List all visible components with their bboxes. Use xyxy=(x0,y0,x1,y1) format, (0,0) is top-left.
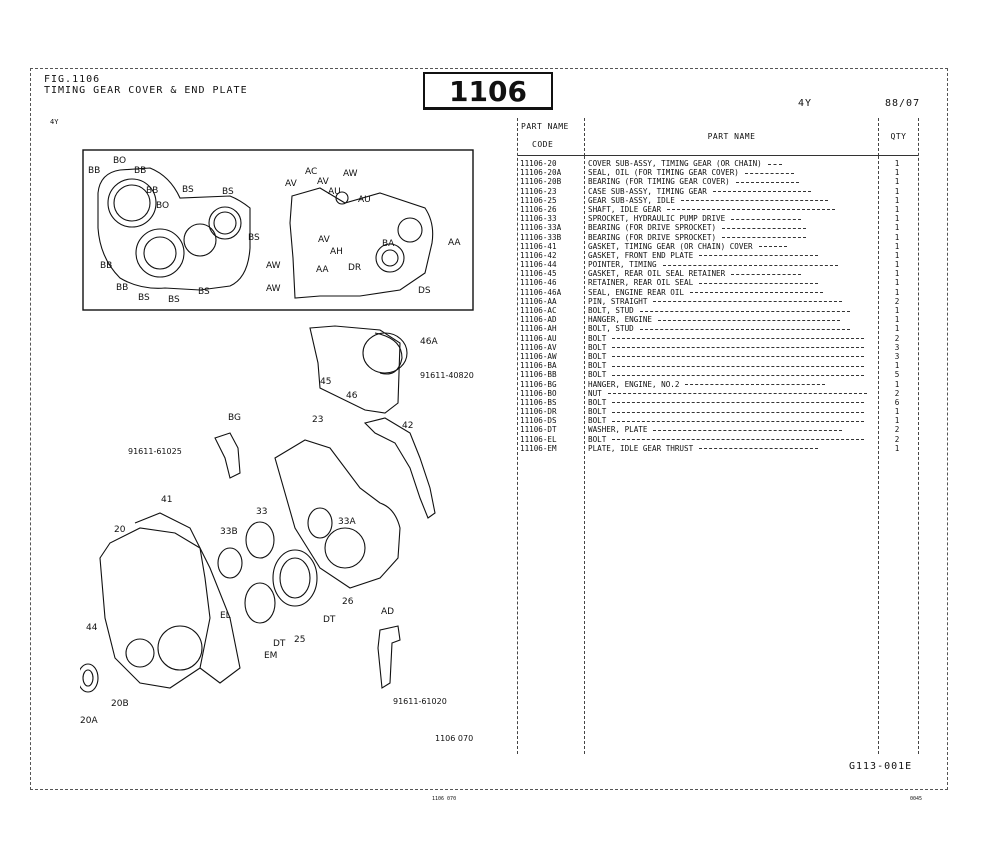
svg-text:91611-40820: 91611-40820 xyxy=(420,371,474,380)
part-qty: 1 xyxy=(894,168,900,178)
svg-text:BS: BS xyxy=(168,295,180,305)
table-row xyxy=(518,343,918,352)
part-code: 11106-DS xyxy=(520,416,557,426)
part-qty: 1 xyxy=(894,443,900,453)
part-name: BOLT xyxy=(588,361,876,370)
svg-text:20A: 20A xyxy=(80,716,98,726)
figure-number: FIG.1106 xyxy=(44,74,101,85)
part-qty: 1 xyxy=(894,214,900,224)
part-code: 11106-20A xyxy=(520,168,562,178)
svg-text:33: 33 xyxy=(256,507,268,517)
part-code: 11106-AV xyxy=(520,342,557,352)
part-qty: 1 xyxy=(894,269,900,279)
part-qty: 2 xyxy=(894,296,900,306)
part-name: BOLT xyxy=(588,370,876,379)
svg-text:91611-61025: 91611-61025 xyxy=(128,447,182,456)
svg-text:BS: BS xyxy=(138,293,150,303)
part-qty: 2 xyxy=(894,425,900,435)
part-code: 11106-45 xyxy=(520,269,557,279)
part-name: COVER SUB-ASSY, TIMING GEAR (OR CHAIN) xyxy=(588,159,876,168)
part-code: 11106-20 xyxy=(520,159,557,168)
part-qty: 1 xyxy=(894,159,900,168)
svg-text:BO: BO xyxy=(113,156,127,166)
part-code: 11106-44 xyxy=(520,260,557,270)
table-row xyxy=(518,168,918,177)
part-code: 11106-25 xyxy=(520,195,557,205)
part-code: 11106-33A xyxy=(520,223,562,233)
part-name: GEAR SUB-ASSY, IDLE xyxy=(588,196,876,205)
table-row xyxy=(518,269,918,278)
part-name: CASE SUB-ASSY, TIMING GEAR xyxy=(588,187,876,196)
table-row xyxy=(518,398,918,407)
part-name: GASKET, REAR OIL SEAL RETAINER xyxy=(588,269,876,278)
table-row xyxy=(518,389,918,398)
part-qty: 2 xyxy=(894,388,900,398)
front-end-plate-gasket xyxy=(365,418,435,518)
figure-title xyxy=(44,74,248,96)
idle-gear xyxy=(218,508,332,623)
part-qty: 2 xyxy=(894,434,900,444)
parts-rows xyxy=(518,159,918,453)
svg-text:AA: AA xyxy=(316,265,329,275)
engine-model-small: 4Y xyxy=(50,118,59,126)
part-name: SPROCKET, HYDRAULIC PUMP DRIVE xyxy=(588,214,876,223)
svg-text:AA: AA xyxy=(448,238,461,248)
part-code: 11106-BA xyxy=(520,361,557,371)
part-code: 11106-AA xyxy=(520,296,557,306)
footer-drawing-number: 1106 070 xyxy=(432,796,457,802)
svg-text:25: 25 xyxy=(294,635,306,645)
svg-text:DR: DR xyxy=(348,263,362,273)
svg-text:AU: AU xyxy=(358,195,371,205)
part-qty: 1 xyxy=(894,177,900,187)
footer-page-code: 0045 xyxy=(910,796,923,802)
part-code: 11106-BG xyxy=(520,379,557,389)
svg-text:DT: DT xyxy=(323,615,336,625)
part-qty: 1 xyxy=(894,260,900,270)
svg-text:AV: AV xyxy=(285,179,297,189)
svg-text:BB: BB xyxy=(100,261,113,271)
svg-text:EM: EM xyxy=(264,651,278,661)
timing-gear-case xyxy=(275,440,400,588)
part-code: 11106-42 xyxy=(520,250,557,260)
exploded-diagram xyxy=(80,148,520,748)
part-qty: 1 xyxy=(894,379,900,389)
table-row xyxy=(518,361,918,370)
part-code: 11106-AC xyxy=(520,306,557,315)
part-code: 11106-23 xyxy=(520,186,557,196)
part-qty: 1 xyxy=(894,287,900,297)
svg-text:44: 44 xyxy=(86,623,98,633)
part-qty: 3 xyxy=(894,351,900,361)
part-name: PLATE, IDLE GEAR THRUST xyxy=(588,444,876,453)
table-row xyxy=(518,297,918,306)
svg-text:BS: BS xyxy=(198,287,210,297)
svg-text:33B: 33B xyxy=(220,527,238,537)
part-qty: 6 xyxy=(894,397,900,407)
part-name: BOLT, STUD xyxy=(588,306,876,315)
table-row xyxy=(518,306,918,315)
part-name: BOLT xyxy=(588,407,876,416)
svg-text:AV: AV xyxy=(317,177,329,187)
table-row xyxy=(518,177,918,186)
part-name: BOLT xyxy=(588,352,876,361)
part-name: BOLT xyxy=(588,343,876,352)
part-qty: 2 xyxy=(894,333,900,343)
svg-text:AW: AW xyxy=(266,284,281,294)
figure-badge: 1106 xyxy=(423,72,553,110)
svg-text:AW: AW xyxy=(266,261,281,271)
table-row xyxy=(518,425,918,434)
part-name: BOLT xyxy=(588,398,876,407)
part-code: 11106-20B xyxy=(520,177,562,187)
part-code: 11106-BO xyxy=(520,388,557,398)
table-row xyxy=(518,233,918,242)
table-row xyxy=(518,159,918,168)
svg-text:AW: AW xyxy=(343,169,358,179)
table-row xyxy=(518,288,918,297)
svg-text:AV: AV xyxy=(318,235,330,245)
part-name: BEARING (FOR TIMING GEAR COVER) xyxy=(588,177,876,186)
part-qty: 1 xyxy=(894,250,900,260)
svg-text:BO: BO xyxy=(156,201,170,211)
part-name: RETAINER, REAR OIL SEAL xyxy=(588,278,876,287)
oil-seal-20A xyxy=(80,664,98,692)
table-row xyxy=(518,315,918,324)
revision-date: 88/07 xyxy=(885,98,921,109)
part-name: HANGER, ENGINE, NO.2 xyxy=(588,380,876,389)
part-name: BOLT, STUD xyxy=(588,324,876,333)
svg-text:BA: BA xyxy=(382,239,395,249)
header-part-code: PART NAME CODE xyxy=(518,118,584,156)
svg-text:AH: AH xyxy=(330,247,343,257)
sheet-code: G113-001E xyxy=(849,761,913,772)
part-name: POINTER, TIMING xyxy=(588,260,876,269)
header-qty: QTY xyxy=(878,118,918,156)
table-row xyxy=(518,260,918,269)
part-name: BOLT xyxy=(588,334,876,343)
svg-text:BG: BG xyxy=(228,413,241,423)
table-row xyxy=(518,196,918,205)
engine-model: 4Y xyxy=(798,98,813,109)
svg-text:46A: 46A xyxy=(420,337,438,347)
table-row xyxy=(518,380,918,389)
svg-text:DT: DT xyxy=(273,639,286,649)
svg-text:BS: BS xyxy=(222,187,234,197)
part-code: 11106-26 xyxy=(520,204,557,214)
part-code: 11106-AW xyxy=(520,351,557,361)
part-code: 11106-DT xyxy=(520,425,557,435)
part-name: BOLT xyxy=(588,416,876,425)
table-row xyxy=(518,435,918,444)
part-code: 11106-AU xyxy=(520,333,557,343)
svg-text:BB: BB xyxy=(146,186,159,196)
part-name: NUT xyxy=(588,389,876,398)
part-name: GASKET, FRONT END PLATE xyxy=(588,251,876,260)
table-row xyxy=(518,370,918,379)
part-qty: 1 xyxy=(894,204,900,214)
part-qty: 1 xyxy=(894,315,900,325)
table-row xyxy=(518,242,918,251)
part-code: 11106-BS xyxy=(520,397,557,407)
table-row xyxy=(518,334,918,343)
part-name: GASKET, TIMING GEAR (OR CHAIN) COVER xyxy=(588,242,876,251)
part-qty: 1 xyxy=(894,232,900,242)
part-qty: 1 xyxy=(894,306,900,315)
part-qty: 1 xyxy=(894,416,900,426)
svg-text:41: 41 xyxy=(161,495,173,505)
table-row xyxy=(518,278,918,287)
table-row xyxy=(518,214,918,223)
part-name: SEAL, OIL (FOR TIMING GEAR COVER) xyxy=(588,168,876,177)
header-part-name: PART NAME xyxy=(584,118,878,156)
rear-oil-seal-retainer xyxy=(310,326,407,413)
svg-text:BB: BB xyxy=(116,283,129,293)
svg-text:AD: AD xyxy=(381,607,395,617)
part-name: BEARING (FOR DRIVE SPROCKET) xyxy=(588,223,876,232)
svg-text:23: 23 xyxy=(312,415,324,425)
svg-text:DS: DS xyxy=(418,286,431,296)
part-code: 11106-EM xyxy=(520,443,557,453)
svg-text:42: 42 xyxy=(402,421,414,431)
svg-text:BB: BB xyxy=(88,166,101,176)
svg-text:26: 26 xyxy=(342,597,354,607)
svg-text:BS: BS xyxy=(248,233,260,243)
part-code: 11106-33B xyxy=(520,232,562,242)
part-code: 11106-46 xyxy=(520,278,557,288)
engine-hanger-AD xyxy=(378,626,400,688)
part-name: BEARING (FOR DRIVE SPROCKET) xyxy=(588,233,876,242)
part-name: PIN, STRAIGHT xyxy=(588,297,876,306)
table-row xyxy=(518,352,918,361)
engine-hanger-BG xyxy=(215,433,240,478)
svg-text:91611-61020: 91611-61020 xyxy=(393,697,447,706)
table-row xyxy=(518,187,918,196)
svg-text:BS: BS xyxy=(182,185,194,195)
svg-text:46: 46 xyxy=(346,391,358,401)
table-row xyxy=(518,324,918,333)
part-name: SEAL, ENGINE REAR OIL xyxy=(588,288,876,297)
table-row xyxy=(518,251,918,260)
table-row xyxy=(518,416,918,425)
part-code: 11106-AD xyxy=(520,315,557,325)
part-qty: 1 xyxy=(894,241,900,251)
part-qty: 1 xyxy=(894,195,900,205)
part-qty: 3 xyxy=(894,342,900,352)
part-qty: 1 xyxy=(894,223,900,233)
svg-text:33A: 33A xyxy=(338,517,356,527)
svg-text:20: 20 xyxy=(114,525,126,535)
part-qty: 1 xyxy=(894,186,900,196)
svg-text:AU: AU xyxy=(328,187,341,197)
part-qty: 1 xyxy=(894,361,900,371)
part-name: BOLT xyxy=(588,435,876,444)
part-code: 11106-41 xyxy=(520,241,557,251)
table-row xyxy=(518,223,918,232)
part-code: 11106-46A xyxy=(520,287,562,297)
svg-text:45: 45 xyxy=(320,377,332,387)
svg-text:EL: EL xyxy=(220,611,231,621)
part-qty: 1 xyxy=(894,324,900,334)
parts-table xyxy=(517,118,919,754)
timing-gear-cover xyxy=(100,513,240,688)
table-row xyxy=(518,205,918,214)
table-row xyxy=(518,444,918,453)
part-name: WASHER, PLATE xyxy=(588,425,876,434)
svg-text:BB: BB xyxy=(134,166,147,176)
figure-name: TIMING GEAR COVER & END PLATE xyxy=(44,85,248,96)
part-qty: 1 xyxy=(894,407,900,417)
part-name: HANGER, ENGINE xyxy=(588,315,876,324)
part-code: 11106-EL xyxy=(520,434,557,444)
part-name: SHAFT, IDLE GEAR xyxy=(588,205,876,214)
part-code: 11106-DR xyxy=(520,407,557,417)
part-qty: 5 xyxy=(894,370,900,380)
svg-text:AC: AC xyxy=(305,167,318,177)
part-qty: 1 xyxy=(894,278,900,288)
part-code: 11106-AH xyxy=(520,324,557,334)
svg-text:1106 070: 1106 070 xyxy=(435,734,474,743)
part-code: 11106-33 xyxy=(520,214,557,224)
part-code: 11106-BB xyxy=(520,370,557,380)
svg-text:20B: 20B xyxy=(111,699,129,709)
table-row xyxy=(518,407,918,416)
